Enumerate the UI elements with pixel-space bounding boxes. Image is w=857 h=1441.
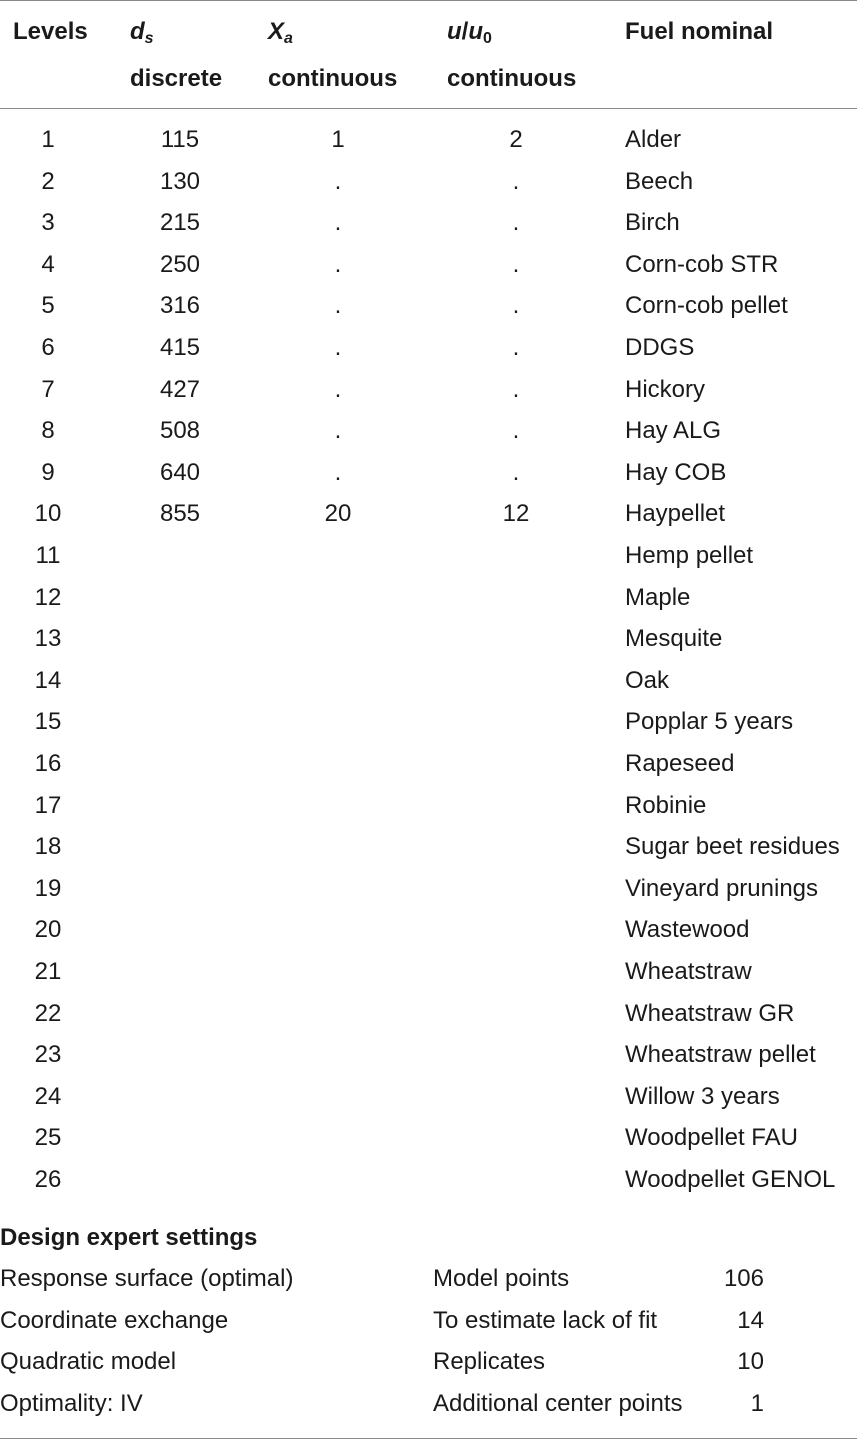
table-row — [0, 452, 857, 494]
cell-fuel: Corn-cob pellet — [625, 292, 788, 320]
cell-ds: 250 — [159, 250, 201, 278]
table-row — [0, 161, 857, 203]
cell-ds: 215 — [159, 209, 201, 237]
table-row — [0, 244, 857, 286]
cell-level: 3 — [41, 209, 55, 237]
cell-fuel: Wheatstraw pellet — [625, 1041, 816, 1069]
table-row — [0, 951, 857, 993]
header-uu — [447, 12, 576, 99]
cell-fuel: Corn-cob STR — [625, 250, 779, 278]
cell-level: 7 — [41, 375, 55, 403]
cell-xa: . — [334, 167, 342, 195]
cell-fuel: Hay ALG — [625, 417, 722, 445]
cell-fuel: Haypellet — [625, 500, 726, 528]
cell-ds: 316 — [159, 292, 201, 320]
table-row — [0, 868, 857, 910]
table-row — [0, 743, 857, 785]
header-levels: Levels — [13, 18, 88, 45]
table-row — [0, 410, 857, 452]
cell-xa: . — [334, 209, 342, 237]
ds-symbol: d — [130, 18, 145, 45]
cell-level: 26 — [34, 1166, 62, 1193]
cell-fuel: DDGS — [625, 334, 695, 361]
cell-ds: 508 — [159, 417, 201, 445]
cell-level: 8 — [41, 417, 55, 445]
cell-xa: . — [334, 375, 342, 403]
cell-level: 11 — [35, 542, 61, 569]
cell-fuel: Woodpellet GENOL — [625, 1166, 836, 1193]
cell-level: 16 — [34, 750, 62, 777]
cell-level: 9 — [41, 458, 55, 486]
cell-level: 20 — [34, 916, 62, 944]
cell-uu: . — [512, 292, 520, 320]
xa-type: continuous — [268, 65, 398, 92]
settings-title: Design expert settings — [0, 1224, 258, 1251]
table-row — [0, 1117, 857, 1159]
cell-fuel: Rapeseed — [625, 750, 735, 777]
xa-symbol: X — [268, 18, 285, 45]
cell-level: 6 — [41, 334, 55, 361]
header-xa — [268, 12, 397, 99]
cell-fuel: Wastewood — [625, 916, 750, 944]
cell-ds: 640 — [159, 458, 201, 486]
cell-fuel: Wheatstraw — [625, 958, 752, 985]
cell-xa: . — [334, 417, 342, 445]
cell-fuel: Oak — [625, 666, 670, 694]
settings-row — [0, 1383, 857, 1425]
cell-level: 10 — [34, 500, 62, 528]
setting-label: Replicates — [433, 1348, 546, 1376]
settings-row — [0, 1300, 857, 1342]
setting-value: 14 — [737, 1306, 764, 1334]
cell-level: 23 — [34, 1041, 62, 1069]
uu-symbol-a: u — [447, 18, 462, 45]
cell-level: 24 — [34, 1082, 62, 1110]
cell-level: 4 — [41, 250, 55, 278]
cell-uu: . — [512, 334, 520, 361]
setting-option: Response surface (optimal) — [0, 1265, 294, 1292]
table-row — [0, 1159, 857, 1201]
cell-fuel: Mesquite — [625, 625, 723, 653]
table-row — [0, 285, 857, 327]
cell-level: 12 — [34, 583, 62, 611]
cell-level: 19 — [34, 874, 62, 902]
setting-value: 10 — [737, 1348, 764, 1376]
cell-xa: . — [334, 292, 342, 320]
top-rule — [0, 0, 857, 1]
setting-option: Coordinate exchange — [0, 1306, 229, 1334]
setting-value: 1 — [750, 1389, 764, 1417]
table-row — [0, 701, 857, 743]
cell-level: 5 — [41, 292, 55, 320]
cell-fuel: Vineyard prunings — [625, 874, 819, 902]
cell-level: 14 — [34, 666, 62, 694]
uu-symbol-b: u — [468, 18, 484, 45]
cell-fuel: Woodpellet FAU — [625, 1124, 798, 1152]
cell-uu: . — [512, 417, 520, 445]
table-row — [0, 993, 857, 1035]
cell-fuel: Birch — [625, 209, 680, 237]
setting-label: Additional center points — [433, 1389, 683, 1417]
cell-level: 25 — [34, 1124, 62, 1152]
cell-ds: 855 — [159, 500, 201, 528]
cell-xa: . — [334, 458, 342, 486]
bottom-rule — [0, 1438, 857, 1439]
header-fuel: Fuel nominal — [625, 18, 774, 45]
cell-fuel: Beech — [625, 167, 694, 195]
cell-xa: . — [334, 334, 342, 361]
table-row — [0, 535, 857, 577]
table-row — [0, 119, 857, 161]
table-row — [0, 1034, 857, 1076]
cell-uu: . — [512, 375, 520, 403]
xa-subscript: a — [284, 30, 293, 47]
table-row — [0, 493, 857, 535]
cell-fuel: Popplar 5 years — [625, 708, 794, 736]
cell-uu: . — [512, 250, 520, 278]
uu-subscript: 0 — [483, 30, 492, 47]
table-row — [0, 826, 857, 868]
cell-uu: . — [512, 458, 520, 486]
cell-fuel: Wheatstraw GR — [625, 999, 795, 1027]
cell-level: 1 — [41, 126, 55, 153]
cell-xa: . — [334, 250, 342, 278]
cell-xa: 20 — [324, 500, 352, 528]
setting-label: To estimate lack of fit — [433, 1306, 658, 1334]
cell-fuel: Hay COB — [625, 458, 727, 486]
table-row — [0, 369, 857, 411]
cell-fuel: Sugar beet residues — [625, 833, 840, 861]
cell-level: 18 — [34, 833, 62, 861]
table-row — [0, 785, 857, 827]
cell-fuel: Hickory — [625, 375, 706, 403]
cell-ds: 415 — [159, 334, 201, 361]
table-row — [0, 327, 857, 369]
setting-value: 106 — [723, 1265, 764, 1292]
table-row — [0, 1076, 857, 1118]
uu-slash: / — [461, 18, 469, 45]
header-ds — [130, 12, 222, 99]
setting-label: Model points — [433, 1265, 570, 1292]
cell-level: 15 — [34, 708, 62, 736]
cell-uu: 12 — [502, 500, 530, 528]
cell-fuel: Maple — [625, 583, 691, 611]
cell-ds: 427 — [159, 375, 201, 403]
table-row — [0, 618, 857, 660]
cell-uu: . — [512, 167, 520, 195]
ds-subscript: s — [144, 30, 154, 47]
settings-row — [0, 1258, 857, 1300]
cell-xa: 1 — [331, 126, 345, 153]
header-rule — [0, 108, 857, 109]
cell-level: 21 — [34, 958, 62, 985]
cell-ds: 130 — [159, 167, 201, 195]
cell-level: 22 — [34, 999, 62, 1027]
cell-fuel: Alder — [625, 126, 682, 153]
cell-level: 13 — [34, 625, 62, 653]
uu-type: continuous — [447, 65, 577, 92]
ds-type: discrete — [130, 65, 223, 92]
table-row — [0, 577, 857, 619]
cell-fuel: Hemp pellet — [625, 542, 754, 569]
cell-ds: 115 — [160, 126, 200, 153]
cell-level: 17 — [34, 791, 62, 819]
setting-option: Quadratic model — [0, 1348, 177, 1376]
cell-level: 2 — [41, 167, 55, 195]
table-row — [0, 202, 857, 244]
cell-fuel: Willow 3 years — [625, 1082, 780, 1110]
cell-uu: 2 — [509, 126, 523, 153]
table-row — [0, 660, 857, 702]
setting-option: Optimality: IV — [0, 1389, 143, 1417]
cell-fuel: Robinie — [625, 791, 707, 819]
settings-row — [0, 1341, 857, 1383]
cell-uu: . — [512, 209, 520, 237]
table-row — [0, 909, 857, 951]
